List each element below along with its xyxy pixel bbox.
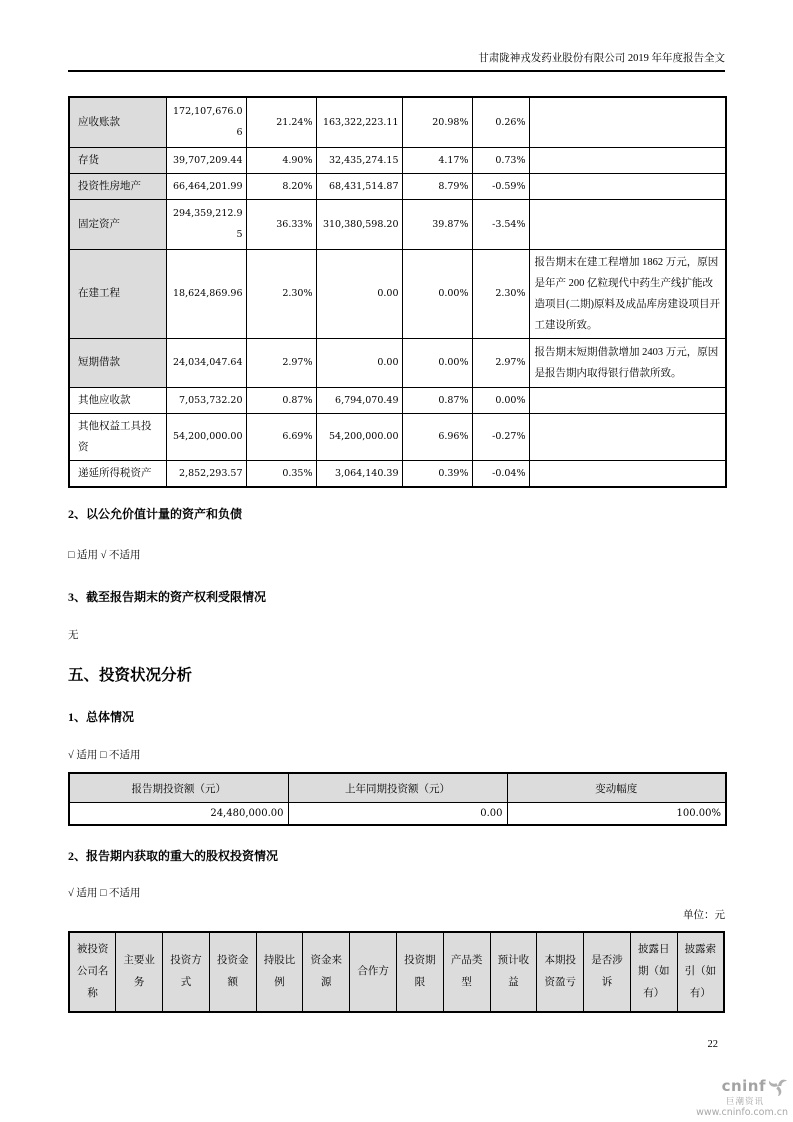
asset-ratio-cell: 2.97% bbox=[246, 338, 316, 387]
asset-prev-amount-cell: 0.00 bbox=[316, 338, 402, 387]
equity-header-cell: 披露索引（如有） bbox=[677, 932, 724, 1012]
asset-label-cell: 递延所得税资产 bbox=[69, 460, 166, 487]
asset-prev-amount-cell: 0.00 bbox=[316, 249, 402, 338]
asset-change-cell: -0.27% bbox=[472, 413, 529, 460]
asset-ratio-cell: 6.69% bbox=[246, 413, 316, 460]
asset-prev-amount-cell: 6,794,070.49 bbox=[316, 387, 402, 413]
equity-header-cell: 披露日期（如有） bbox=[630, 932, 677, 1012]
asset-prev-ratio-cell: 0.39% bbox=[402, 460, 472, 487]
asset-table-row bbox=[69, 338, 726, 387]
asset-label-cell: 固定资产 bbox=[69, 199, 166, 249]
investment-value-cell: 100.00% bbox=[507, 803, 726, 826]
cninfo-logo-text: cninf bbox=[721, 1076, 766, 1095]
investment-header-cell: 变动幅度 bbox=[507, 773, 726, 803]
section-5-1-title: 1、总体情况 bbox=[68, 710, 135, 724]
asset-amount-cell: 7,053,732.20 bbox=[166, 387, 246, 413]
equity-table-header-row bbox=[69, 932, 724, 1012]
asset-prev-ratio-cell: 0.00% bbox=[402, 338, 472, 387]
asset-note-cell bbox=[529, 199, 726, 249]
cninfo-watermark bbox=[668, 1076, 788, 1118]
asset-table-row bbox=[69, 147, 726, 173]
asset-prev-ratio-cell: 0.87% bbox=[402, 387, 472, 413]
asset-change-cell: 0.26% bbox=[472, 97, 529, 147]
asset-amount-cell: 39,707,209.44 bbox=[166, 147, 246, 173]
section-5-title: 五、投资状况分析 bbox=[68, 667, 193, 684]
asset-ratio-cell: 4.90% bbox=[246, 147, 316, 173]
asset-note-cell bbox=[529, 460, 726, 487]
section-3-body: 无 bbox=[68, 630, 79, 641]
asset-change-cell: -0.59% bbox=[472, 173, 529, 199]
asset-change-cell: 0.73% bbox=[472, 147, 529, 173]
section-2-title: 2、以公允价值计量的资产和负债 bbox=[68, 507, 243, 521]
asset-note-cell: 报告期末短期借款增加 2403 万元，原因是报告期内取得银行借款所致。 bbox=[529, 338, 726, 387]
asset-prev-amount-cell: 163,322,223.11 bbox=[316, 97, 402, 147]
asset-note-cell bbox=[529, 97, 726, 147]
asset-label-cell: 应收账款 bbox=[69, 97, 166, 147]
equity-header-cell: 投资金额 bbox=[209, 932, 256, 1012]
asset-amount-cell: 172,107,676.06 bbox=[166, 97, 246, 147]
asset-amount-cell: 294,359,212.95 bbox=[166, 199, 246, 249]
asset-prev-amount-cell: 32,435,274.15 bbox=[316, 147, 402, 173]
investment-table-data-row bbox=[69, 803, 726, 826]
equity-header-cell: 持股比例 bbox=[256, 932, 303, 1012]
equity-header-cell: 被投资公司名称 bbox=[69, 932, 116, 1012]
equity-header-cell: 资金来源 bbox=[303, 932, 350, 1012]
cninfo-swirl-icon bbox=[768, 1076, 788, 1096]
equity-header-cell: 合作方 bbox=[350, 932, 397, 1012]
asset-table-row bbox=[69, 173, 726, 199]
asset-ratio-cell: 36.33% bbox=[246, 199, 316, 249]
asset-change-cell: -0.04% bbox=[472, 460, 529, 487]
asset-prev-ratio-cell: 8.79% bbox=[402, 173, 472, 199]
asset-prev-ratio-cell: 6.96% bbox=[402, 413, 472, 460]
investment-header-cell: 上年同期投资额（元） bbox=[288, 773, 507, 803]
cninfo-logo-url: www.cninfo.com.cn bbox=[696, 1107, 788, 1118]
page-number: 22 bbox=[707, 1039, 718, 1050]
equity-header-cell: 预计收益 bbox=[490, 932, 537, 1012]
section-3-title: 3、截至报告期末的资产权利受限情况 bbox=[68, 590, 267, 604]
asset-prev-ratio-cell: 0.00% bbox=[402, 249, 472, 338]
asset-prev-ratio-cell: 20.98% bbox=[402, 97, 472, 147]
equity-header-cell: 投资方式 bbox=[163, 932, 210, 1012]
asset-label-cell: 存货 bbox=[69, 147, 166, 173]
asset-note-cell: 报告期末在建工程增加 1862 万元，原因是年产 200 亿粒现代中药生产线扩能改造项目(二期)原料及成品库房建设项目开工建设所致。 bbox=[529, 249, 726, 338]
asset-change-cell: 0.00% bbox=[472, 387, 529, 413]
asset-table-row bbox=[69, 97, 726, 147]
asset-prev-amount-cell: 3,064,140.39 bbox=[316, 460, 402, 487]
asset-label-cell: 其他应收款 bbox=[69, 387, 166, 413]
asset-table-container bbox=[68, 96, 727, 488]
asset-table-row bbox=[69, 413, 726, 460]
document-header: 甘肃陇神戎发药业股份有限公司 2019 年年度报告全文 bbox=[478, 53, 725, 64]
asset-label-cell: 投资性房地产 bbox=[69, 173, 166, 199]
asset-change-cell: -3.54% bbox=[472, 199, 529, 249]
equity-header-cell: 本期投资盈亏 bbox=[537, 932, 584, 1012]
equity-table-container bbox=[68, 931, 725, 1013]
asset-ratio-cell: 21.24% bbox=[246, 97, 316, 147]
asset-note-cell bbox=[529, 387, 726, 413]
asset-note-cell bbox=[529, 413, 726, 460]
unit-note: 单位：元 bbox=[683, 910, 725, 921]
asset-amount-cell: 66,464,201.99 bbox=[166, 173, 246, 199]
asset-table-row bbox=[69, 199, 726, 249]
investment-table-container bbox=[68, 772, 727, 826]
asset-label-cell: 在建工程 bbox=[69, 249, 166, 338]
asset-ratio-cell: 8.20% bbox=[246, 173, 316, 199]
equity-header-cell: 投资期限 bbox=[396, 932, 443, 1012]
asset-ratio-cell: 0.35% bbox=[246, 460, 316, 487]
cninfo-logo-row bbox=[668, 1076, 788, 1096]
asset-prev-amount-cell: 54,200,000.00 bbox=[316, 413, 402, 460]
asset-amount-cell: 18,624,869.96 bbox=[166, 249, 246, 338]
asset-note-cell bbox=[529, 173, 726, 199]
equity-investment-table bbox=[68, 931, 725, 1013]
asset-note-cell bbox=[529, 147, 726, 173]
investment-table-header-row bbox=[69, 773, 726, 803]
asset-change-cell: 2.97% bbox=[472, 338, 529, 387]
asset-table-row bbox=[69, 249, 726, 338]
investment-table bbox=[68, 772, 727, 826]
asset-prev-ratio-cell: 39.87% bbox=[402, 199, 472, 249]
asset-table-row bbox=[69, 460, 726, 487]
asset-prev-ratio-cell: 4.17% bbox=[402, 147, 472, 173]
asset-change-cell: 2.30% bbox=[472, 249, 529, 338]
section-5-2-title: 2、报告期内获取的重大的股权投资情况 bbox=[68, 849, 279, 863]
asset-amount-cell: 24,034,047.64 bbox=[166, 338, 246, 387]
cninfo-logo-subtitle: 巨潮资讯 bbox=[725, 1096, 764, 1106]
asset-label-cell: 其他权益工具投资 bbox=[69, 413, 166, 460]
equity-header-cell: 产品类型 bbox=[443, 932, 490, 1012]
asset-table-row bbox=[69, 387, 726, 413]
asset-table bbox=[68, 96, 727, 488]
section-2-applicability: □ 适用 √ 不适用 bbox=[68, 550, 141, 561]
asset-ratio-cell: 0.87% bbox=[246, 387, 316, 413]
investment-value-cell: 0.00 bbox=[288, 803, 507, 826]
section-5-1-applicability: √ 适用 □ 不适用 bbox=[68, 750, 141, 761]
asset-prev-amount-cell: 68,431,514.87 bbox=[316, 173, 402, 199]
section-5-2-applicability: √ 适用 □ 不适用 bbox=[68, 888, 141, 899]
asset-label-cell: 短期借款 bbox=[69, 338, 166, 387]
investment-header-cell: 报告期投资额（元） bbox=[69, 773, 288, 803]
asset-amount-cell: 54,200,000.00 bbox=[166, 413, 246, 460]
asset-amount-cell: 2,852,293.57 bbox=[166, 460, 246, 487]
asset-prev-amount-cell: 310,380,598.20 bbox=[316, 199, 402, 249]
equity-header-cell: 是否涉诉 bbox=[584, 932, 631, 1012]
equity-header-cell: 主要业务 bbox=[116, 932, 163, 1012]
header-divider bbox=[68, 70, 725, 72]
asset-ratio-cell: 2.30% bbox=[246, 249, 316, 338]
investment-value-cell: 24,480,000.00 bbox=[69, 803, 288, 826]
